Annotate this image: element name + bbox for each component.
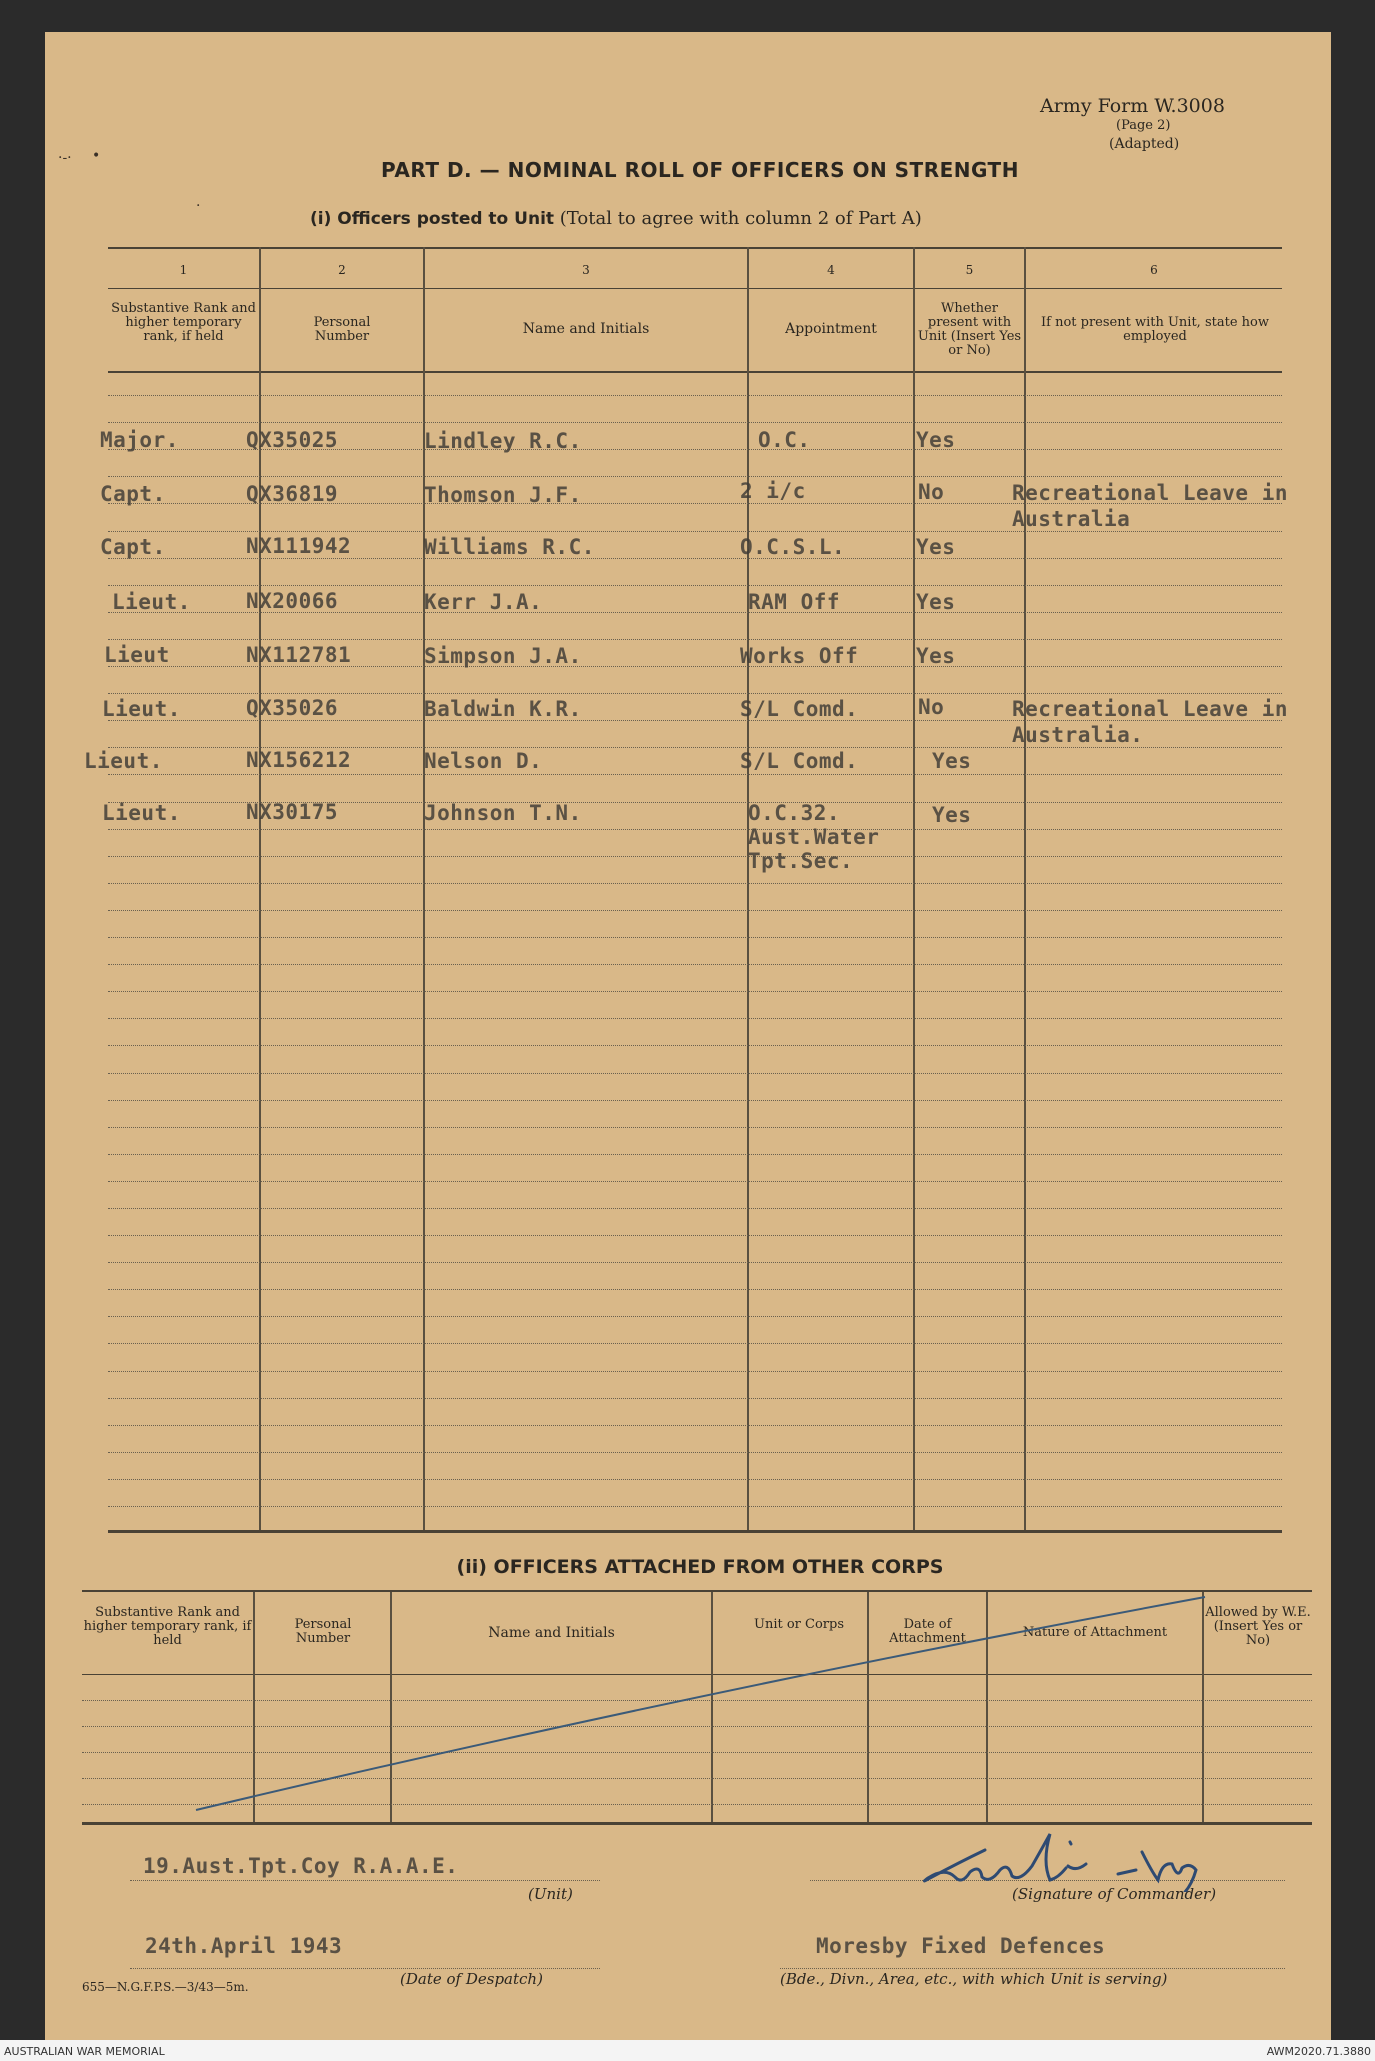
archive-reference: AWM2020.71.3880 (1266, 2045, 1371, 2058)
appointment-cell: S/L Comd. (740, 749, 859, 773)
column-header-personal-number: Personal Number (294, 1617, 352, 1646)
area-caption: (Bde., Divn., Area, etc., with which Unit is serving) (780, 1970, 1168, 1988)
page-title: PART D. — NOMINAL ROLL OF OFFICERS ON STRENGTH (381, 158, 1019, 182)
signature-caption: (Signature of Commander) (1012, 1885, 1217, 1903)
present-cell: Yes (932, 749, 972, 773)
column-number: 2 (338, 263, 346, 277)
column-number: 6 (1150, 263, 1158, 277)
column-header-allowed: Allowed by W.E. (Insert Yes or No) (1205, 1605, 1311, 1648)
present-cell: Yes (916, 428, 956, 452)
appointment-cell: O.C.32. Aust.Water Tpt.Sec. (748, 801, 880, 873)
paper-mark: ·-· (58, 150, 72, 166)
column-header-date-attachment: Date of Attachment (889, 1617, 966, 1646)
appointment-cell: 2 i/c (740, 479, 806, 503)
rank-cell: Capt. (100, 482, 166, 506)
rank-cell: Lieut (104, 643, 170, 667)
column-number: 5 (965, 263, 974, 277)
name-cell: Johnson T.N. (424, 801, 582, 825)
column-header-employment: If not present with Unit, state how employed (1041, 315, 1269, 344)
appointment-cell: O.C. (758, 428, 811, 452)
column-header-personal-number: Personal Number (313, 315, 371, 344)
area-dotted-line (780, 1968, 1285, 1969)
form-number: Army Form W.3008 (1040, 95, 1225, 117)
name-cell: Baldwin K.R. (424, 697, 582, 721)
form-adapted-note: (Adapted) (1109, 136, 1180, 152)
present-cell: No (918, 480, 945, 504)
present-cell: Yes (916, 535, 956, 559)
employed-cell: Recreational Leave in Australia (1012, 481, 1289, 531)
column-number: 4 (827, 263, 835, 277)
present-cell: Yes (916, 644, 956, 668)
section1-title: (i) Officers posted to Unit (310, 209, 555, 229)
rank-cell: Lieut. (102, 801, 181, 825)
column-header-present: Whether present with Unit (Insert Yes or No) (917, 301, 1022, 358)
commander-signature (900, 1822, 1340, 1892)
paper-mark: · (196, 198, 201, 214)
paper-mark: • (92, 148, 101, 164)
personal-number-cell: NX156212 (246, 748, 352, 772)
name-cell: Nelson D. (424, 749, 543, 773)
rank-cell: Capt. (100, 535, 166, 559)
appointment-cell: RAM Off (748, 590, 841, 614)
unit-caption: (Unit) (528, 1885, 573, 1903)
personal-number-cell: NX20066 (246, 589, 339, 613)
appointment-cell: Works Off (740, 644, 859, 668)
present-cell: Yes (932, 803, 972, 827)
unit-value: 19.Aust.Tpt.Coy R.A.A.E. (143, 1854, 459, 1878)
personal-number-cell: NX30175 (246, 800, 339, 824)
column-header-appointment: Appointment (785, 321, 877, 337)
personal-number-cell: QX35025 (246, 428, 339, 452)
appointment-cell: O.C.S.L. (740, 535, 846, 559)
column-number: 3 (582, 263, 590, 277)
unit-dotted-line (130, 1880, 600, 1881)
column-header-name: Name and Initials (488, 1625, 615, 1641)
date-value: 24th.April 1943 (145, 1934, 343, 1958)
print-code: 655—N.G.F.P.S.—3/43—5m. (82, 1980, 249, 1994)
personal-number-cell: QX35026 (246, 696, 339, 720)
appointment-cell: S/L Comd. (740, 697, 859, 721)
section1-note: (Total to agree with column 2 of Part A) (559, 208, 922, 229)
name-cell: Simpson J.A. (424, 644, 582, 668)
section2-title: (ii) OFFICERS ATTACHED FROM OTHER CORPS (456, 1556, 944, 1578)
personal-number-cell: NX111942 (246, 534, 352, 558)
personal-number-cell: QX36819 (246, 482, 339, 506)
personal-number-cell: NX112781 (246, 643, 352, 667)
archive-name: AUSTRALIAN WAR MEMORIAL (4, 2045, 165, 2058)
present-cell: Yes (916, 590, 956, 614)
rank-cell: Lieut. (84, 749, 163, 773)
column-header-nature-attachment: Nature of Attachment (1022, 1625, 1168, 1640)
date-caption: (Date of Despatch) (400, 1970, 543, 1988)
archive-strip (0, 2040, 1375, 2061)
column-number: 1 (179, 263, 188, 277)
rank-cell: Lieut. (102, 697, 181, 721)
name-cell: Lindley R.C. (424, 429, 582, 453)
present-cell: No (918, 695, 945, 719)
employed-cell: Recreational Leave in Australia. (1012, 697, 1289, 747)
name-cell: Kerr J.A. (424, 590, 543, 614)
rank-cell: Major. (100, 428, 179, 452)
form-page-number: (Page 2) (1116, 118, 1171, 133)
rank-cell: Lieut. (112, 590, 191, 614)
date-dotted-line (130, 1968, 600, 1969)
name-cell: Williams R.C. (424, 535, 595, 559)
name-cell: Thomson J.F. (424, 483, 582, 507)
column-header-rank: Substantive Rank and higher temporary rank, if held (111, 301, 256, 344)
column-header-unit: Unit or Corps (754, 1617, 844, 1632)
column-header-name: Name and Initials (522, 321, 650, 337)
area-value: Moresby Fixed Defences (816, 1934, 1106, 1958)
column-header-rank: Substantive Rank and higher temporary rank, if held (83, 1605, 252, 1648)
